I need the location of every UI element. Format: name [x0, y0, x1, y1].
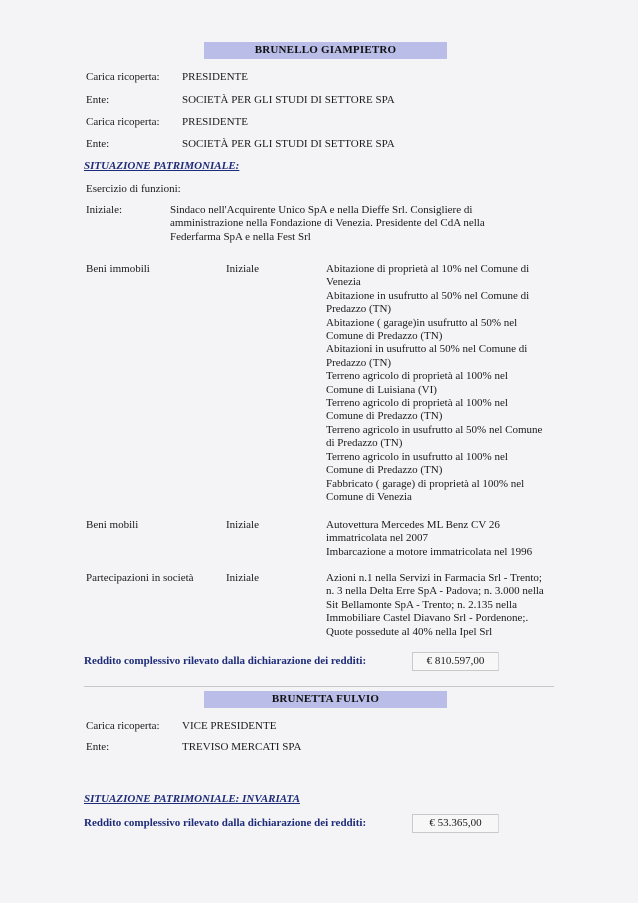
text-line: Terreno agricolo di proprietà al 100% nel	[326, 397, 508, 410]
reddito-label: Reddito complessivo rilevato dalla dichiarazione dei redditi:	[84, 817, 367, 829]
text-line: n. 3 nella Delta Erre SpA - Padova; n. 3.000 nella	[326, 585, 544, 598]
text-line: Abitazioni in usufrutto al 50% nel Comune di	[326, 343, 528, 356]
text-line: Comune di Predazzo (TN)	[326, 410, 443, 423]
text-line: Terreno agricolo in usufrutto al 100% nel	[326, 450, 508, 463]
carica-value: VICE PRESIDENTE	[182, 720, 277, 732]
ente-label: Ente:	[86, 741, 110, 753]
ente-value: SOCIETÀ PER GLI STUDI DI SETTORE SPA	[182, 94, 395, 106]
text-line: Azioni n.1 nella Servizi in Farmacia Srl - Trento;	[326, 572, 542, 584]
text-line: Predazzo (TN)	[326, 303, 392, 316]
carica-label: Carica ricoperta:	[86, 71, 160, 83]
section-divider	[84, 686, 554, 687]
reddito-label: Reddito complessivo rilevato dalla dichiarazione dei redditi:	[84, 655, 367, 667]
text-line: Quote possedute al 40% nella Ipel Srl	[326, 625, 493, 638]
ente-value: SOCIETÀ PER GLI STUDI DI SETTORE SPA	[182, 138, 395, 150]
iniziale-label: Iniziale:	[86, 204, 123, 216]
person-name-header: BRUNELLO GIAMPIETRO	[204, 42, 447, 59]
text-line: Abitazione in usufrutto al 50% nel Comune di	[326, 289, 530, 302]
text-line: Sit Bellamonte SpA - Trento; n. 2.135 nella	[326, 598, 517, 611]
beni-mobili-label: Beni mobili	[86, 519, 139, 531]
carica-value: PRESIDENTE	[182, 116, 248, 128]
text-line: Immobiliare Castel Diavano Srl - Pordenone;.	[326, 612, 529, 625]
text-line: Autovettura Mercedes ML Benz CV 26	[326, 519, 500, 531]
text-line: Predazzo (TN)	[326, 356, 392, 369]
text-line: Comune di Predazzo (TN)	[326, 330, 443, 343]
beni-immobili-list	[326, 263, 542, 504]
partecipazioni-list	[326, 572, 544, 639]
ente-value: TREVISO MERCATI SPA	[182, 741, 302, 753]
text-line: Imbarcazione a motore immatricolata nel 1996	[326, 545, 533, 558]
carica-label: Carica ricoperta:	[86, 116, 160, 128]
situazione-patrimoniale-title: SITUAZIONE PATRIMONIALE: INVARIATA	[84, 793, 300, 805]
beni-immobili-label: Beni immobili	[86, 263, 150, 275]
ente-label: Ente:	[86, 138, 110, 150]
person-name-header: BRUNETTA FULVIO	[204, 691, 447, 708]
text-line: Federfarma SpA e nella Fest Srl	[170, 230, 311, 243]
ente-label: Ente:	[86, 94, 110, 106]
text-line: Terreno agricolo in usufrutto al 50% nel Comune	[326, 423, 543, 436]
text-line: Comune di Predazzo (TN)	[326, 464, 443, 477]
iniziale-text	[170, 204, 485, 244]
text-line: Abitazione ( garage)in usufrutto al 50% nel	[326, 316, 518, 329]
text-line: Venezia	[326, 276, 361, 289]
partecipazioni-status: Iniziale	[226, 572, 259, 584]
text-line: Abitazione di proprietà al 10% nel Comune di	[326, 263, 530, 275]
beni-mobili-status: Iniziale	[226, 519, 259, 531]
partecipazioni-label: Partecipazioni in società	[86, 572, 194, 584]
situazione-patrimoniale-title: SITUAZIONE PATRIMONIALE:	[84, 160, 240, 172]
esercizio-label: Esercizio di funzioni:	[86, 183, 181, 195]
text-line: amministrazione nella Fondazione di Venezia. Presidente del CdA nella	[170, 217, 485, 230]
reddito-value: € 53.365,00	[412, 814, 499, 833]
text-line: Fabbricato ( garage) di proprietà al 100% nel	[326, 477, 525, 490]
text-line: di Predazzo (TN)	[326, 437, 403, 450]
beni-immobili-status: Iniziale	[226, 263, 259, 275]
reddito-value: € 810.597,00	[412, 652, 499, 671]
text-line: Terreno agricolo di proprietà al 100% nel	[326, 370, 508, 383]
text-line: immatricolata nel 2007	[326, 532, 429, 545]
beni-mobili-list	[326, 519, 532, 559]
carica-label: Carica ricoperta:	[86, 720, 160, 732]
text-line: Comune di Venezia	[326, 490, 412, 503]
text-line: Sindaco nell'Acquirente Unico SpA e nella Dieffe Srl. Consigliere di	[170, 204, 473, 216]
carica-value: PRESIDENTE	[182, 71, 248, 83]
text-line: Comune di Luisiana (VI)	[326, 383, 437, 396]
